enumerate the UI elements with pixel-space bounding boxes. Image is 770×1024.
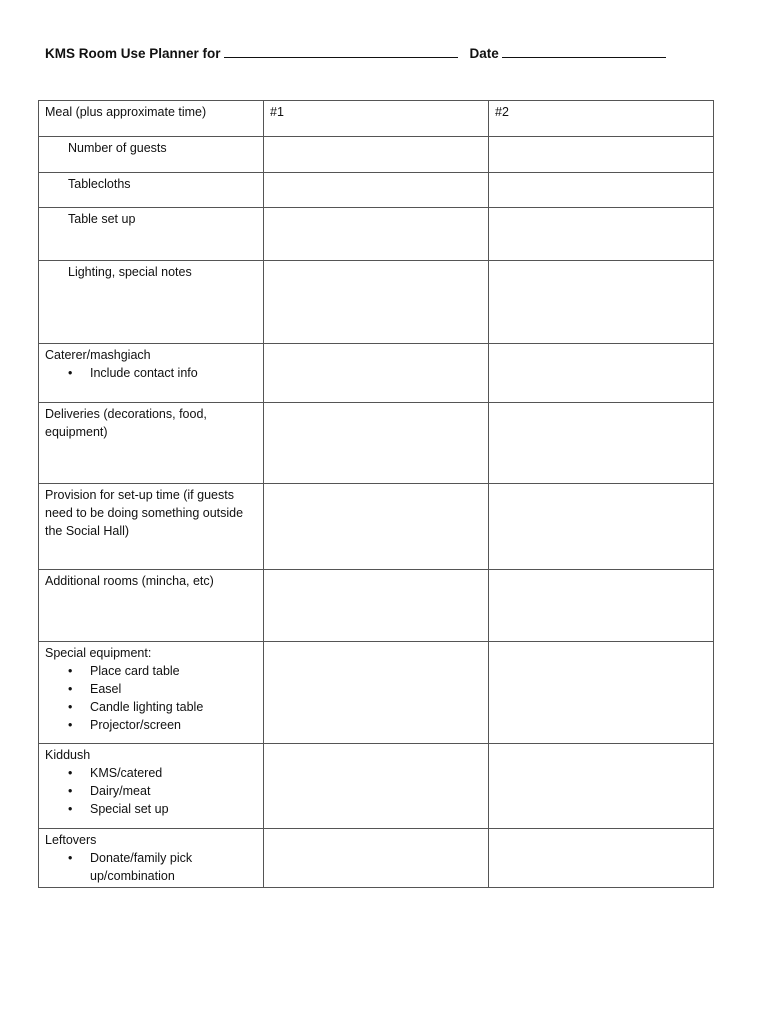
entry-cell[interactable] xyxy=(489,261,714,344)
entry-cell[interactable] xyxy=(489,173,714,208)
row-label xyxy=(39,261,264,344)
entry-cell[interactable] xyxy=(264,744,489,829)
entry-cell[interactable] xyxy=(489,208,714,261)
entry-cell[interactable] xyxy=(264,261,489,344)
bullet-item: • Dairy/meat xyxy=(90,782,257,800)
row-label-text: Additional rooms (mincha, etc) xyxy=(45,574,214,588)
table-row xyxy=(39,642,714,744)
entry-cell[interactable] xyxy=(489,744,714,829)
planner-title: KMS Room Use Planner for xyxy=(45,46,221,61)
entry-cell[interactable] xyxy=(264,403,489,484)
date-label: Date xyxy=(469,46,499,61)
table-row xyxy=(39,829,714,888)
entry-cell[interactable] xyxy=(264,173,489,208)
date-blank[interactable] xyxy=(502,56,666,58)
entry-cell[interactable] xyxy=(489,642,714,744)
row-label-text: Table set up xyxy=(68,212,136,226)
entry-cell[interactable] xyxy=(489,137,714,173)
row-label-text: Lighting, special notes xyxy=(68,265,192,279)
bullet-list xyxy=(45,764,257,818)
entry-cell[interactable] xyxy=(264,484,489,570)
bullet-item: • Easel xyxy=(90,680,257,698)
entry-cell[interactable] xyxy=(489,570,714,642)
bullet-item: • KMS/catered xyxy=(90,764,257,782)
row-label xyxy=(39,744,264,829)
row-label-text: Kiddush xyxy=(45,748,91,762)
bullet-item: • Include contact info xyxy=(90,364,257,382)
bullet-item: • Place card table xyxy=(90,662,257,680)
bullet-item: • Donate/family pick up/combination xyxy=(90,849,257,885)
entry-cell[interactable] xyxy=(264,570,489,642)
planner-table xyxy=(38,100,714,888)
bullet-item: • Projector/screen xyxy=(90,716,257,734)
column-header-2: #2 xyxy=(489,101,714,137)
entry-cell[interactable] xyxy=(264,208,489,261)
table-row xyxy=(39,137,714,173)
row-label xyxy=(39,344,264,403)
entry-cell[interactable] xyxy=(264,137,489,173)
row-label xyxy=(39,208,264,261)
entry-cell[interactable] xyxy=(489,403,714,484)
bullet-list xyxy=(45,849,257,885)
row-label xyxy=(39,403,264,484)
row-label xyxy=(39,484,264,570)
table-row xyxy=(39,403,714,484)
row-label xyxy=(39,101,264,137)
document-header xyxy=(45,46,666,61)
column-header-1: #1 xyxy=(264,101,489,137)
row-label xyxy=(39,570,264,642)
table-row xyxy=(39,173,714,208)
table-row xyxy=(39,208,714,261)
table-row xyxy=(39,344,714,403)
table-row xyxy=(39,261,714,344)
entry-cell[interactable] xyxy=(264,344,489,403)
entry-cell[interactable] xyxy=(489,344,714,403)
bullet-item: • Candle lighting table xyxy=(90,698,257,716)
table-row xyxy=(39,744,714,829)
table-row xyxy=(39,570,714,642)
row-label-text: Provision for set-up time (if guests need to be doing something outside the Social Hall) xyxy=(45,488,244,538)
bullet-list xyxy=(45,364,257,382)
entry-cell[interactable] xyxy=(489,829,714,888)
row-label xyxy=(39,642,264,744)
planner-name-blank[interactable] xyxy=(224,56,458,58)
row-label xyxy=(39,173,264,208)
row-label-text: Meal (plus approximate time) xyxy=(45,105,207,119)
table-row xyxy=(39,101,714,137)
row-label-text: Caterer/mashgiach xyxy=(45,348,151,362)
table-row xyxy=(39,484,714,570)
bullet-item: • Special set up xyxy=(90,800,257,818)
row-label-text: Number of guests xyxy=(68,141,167,155)
entry-cell[interactable] xyxy=(489,484,714,570)
row-label-text: Leftovers xyxy=(45,833,97,847)
bullet-list xyxy=(45,662,257,734)
row-label xyxy=(39,137,264,173)
row-label xyxy=(39,829,264,888)
row-label-text: Special equipment: xyxy=(45,646,152,660)
row-label-text: Deliveries (decorations, food, equipment) xyxy=(45,407,207,439)
entry-cell[interactable] xyxy=(264,829,489,888)
row-label-text: Tablecloths xyxy=(68,177,131,191)
entry-cell[interactable] xyxy=(264,642,489,744)
